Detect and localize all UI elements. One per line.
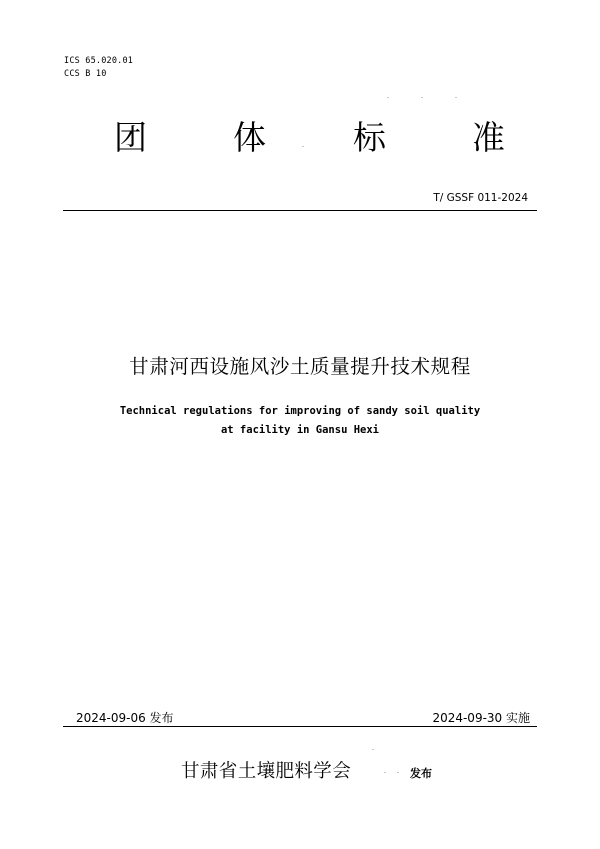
classification-codes <box>64 55 133 81</box>
publishing-organization: 甘肃省土壤肥料学会 <box>181 761 352 782</box>
category-char-1: 团 <box>114 118 147 157</box>
english-title-line-2: at facility in Gansu Hexi <box>220 424 380 436</box>
header-divider <box>63 210 537 211</box>
ics-code: ICS 65.020.01 <box>64 56 134 66</box>
category-char-4: 准 <box>472 118 505 157</box>
scan-speck <box>387 97 389 98</box>
footer-divider <box>63 726 537 727</box>
chinese-title: 甘肃河西设施风沙土质量提升技术规程 <box>129 355 471 378</box>
english-title <box>0 402 600 440</box>
scan-speck <box>421 97 423 98</box>
scan-speck <box>397 772 399 773</box>
scan-speck <box>384 772 386 773</box>
implementation-date: 2024-09-30 实施 <box>432 711 530 725</box>
category-char-3: 标 <box>353 118 386 157</box>
scan-speck <box>372 749 374 750</box>
standard-number: T/ GSSF 011-2024 <box>433 192 528 204</box>
scan-speck <box>302 146 304 147</box>
standard-category-heading <box>0 118 600 162</box>
scan-speck <box>455 97 457 98</box>
category-char-2: 体 <box>233 118 266 157</box>
english-title-line-1: Technical regulations for improving of sandy soil quality <box>119 405 481 417</box>
ccs-code: CCS B 10 <box>64 69 107 79</box>
release-date: 2024-09-06 发布 <box>76 711 174 725</box>
publish-label: 发布 <box>410 767 432 780</box>
